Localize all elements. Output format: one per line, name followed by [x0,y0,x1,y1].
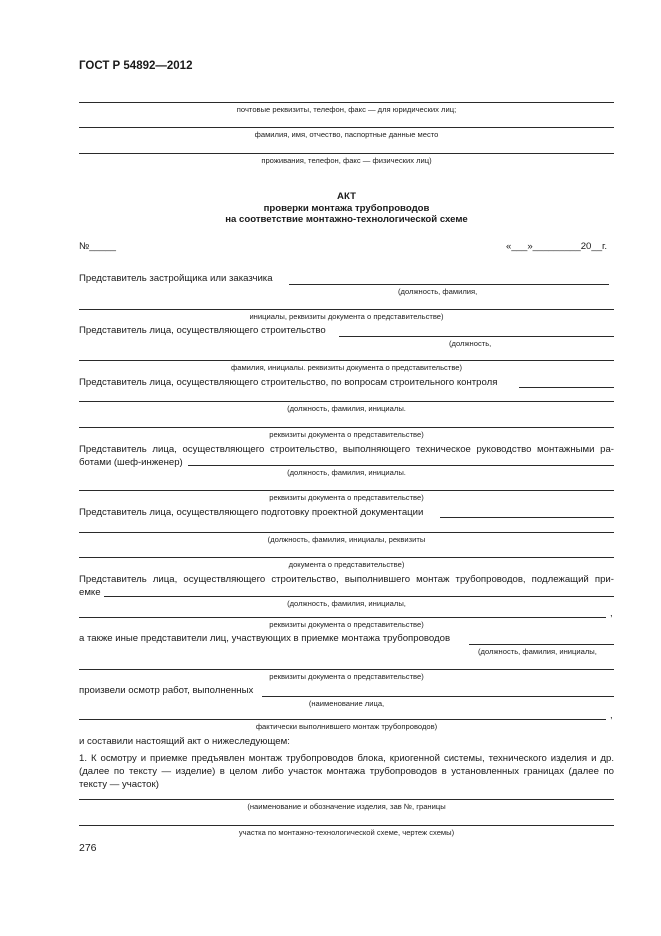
design-rep-line-2[interactable] [79,532,614,533]
applicant-line-3[interactable] [79,153,614,154]
caption-developer-docs: инициалы, реквизиты документа о представительстве) [249,312,444,321]
applicant-line-2[interactable] [79,127,614,128]
caption-installer-position: (должность, фамилия, инициалы, [287,599,406,608]
label-control-rep: Представитель лица, осуществляющего строительство, по вопросам строительного контроля [79,377,498,388]
page-number: 276 [79,842,97,854]
label-installer-rep-line-2: емке [79,587,101,598]
supervisor-rep-line[interactable] [188,465,614,466]
label-inspected-works: произвели осмотр работ, выполненных [79,685,254,696]
caption-performer: фактически выполнившего монтаж трубопроводов) [255,722,438,731]
caption-performer-name: (наименование лица, [308,699,385,708]
developer-rep-line[interactable] [289,284,609,285]
inspected-works-line-2[interactable] [79,719,606,720]
supervisor-rep-line-2[interactable] [79,490,614,491]
design-rep-line[interactable] [440,517,614,518]
constructor-rep-line-2[interactable] [79,360,614,361]
caption-supervisor-position: (должность, фамилия, инициалы. [287,468,406,477]
caption-supervisor-docs: реквизиты документа о представительстве) [269,493,424,502]
control-rep-line-2[interactable] [79,401,614,402]
standard-header: ГОСТ Р 54892—2012 [79,60,193,72]
act-date-field[interactable]: «___»_________20__г. [506,241,608,252]
act-title: АКТ [337,191,356,202]
label-design-rep: Представитель лица, осуществляющего подготовку проектной документации [79,507,424,518]
caption-control-docs: реквизиты документа о представительстве) [269,430,424,439]
comma-installer: , [610,608,613,619]
caption-residence: проживания, телефон, факс — физических лиц) [261,156,432,165]
caption-design-position: (должность, фамилия, инициалы, реквизиты [267,535,426,544]
developer-rep-line-2[interactable] [79,309,614,310]
other-reps-line[interactable] [469,644,614,645]
label-supervisor-rep-line-2: ботами (шеф-инженер) [79,457,183,468]
caption-design-docs: документа о представительстве) [288,560,405,569]
caption-installer-docs: реквизиты документа о представительстве) [269,620,424,629]
caption-developer-position: (должность, фамилия, [398,287,478,296]
act-number-field[interactable]: №_____ [79,241,116,252]
design-rep-line-3[interactable] [79,557,614,558]
item-1-line-1[interactable] [79,799,614,800]
label-installer-rep-line-1: Представитель лица, осуществляющего строительство, выполнившего монтаж трубопроводов, подлежащий при- [79,574,614,585]
label-supervisor-rep-line-1: Представитель лица, осуществляющего строительство, выполняющего техническое руководство монтажными ра- [79,444,614,455]
item-1-line-2[interactable] [79,825,614,826]
act-subtitle-2: на соответствие монтажно-технологической схеме [225,214,468,225]
caption-others-docs: реквизиты документа о представительстве) [269,672,424,681]
caption-others-position: (должность, фамилия, инициалы, [478,647,597,656]
caption-constructor-docs: фамилия, инициалы. реквизиты документа о представительстве) [230,363,463,372]
caption-control-position: (должность, фамилия, инициалы. [287,404,406,413]
other-reps-line-2[interactable] [79,669,614,670]
act-subtitle-1: проверки монтажа трубопроводов [263,203,430,214]
control-rep-line[interactable] [519,387,614,388]
applicant-line-1[interactable] [79,102,614,103]
caption-section-scheme: участка по монтажно-технологической схеме, чертеж схемы) [238,828,455,837]
constructor-rep-line[interactable] [339,336,614,337]
caption-postal-details: почтовые реквизиты, телефон, факс — для юридических лиц; [236,105,457,114]
inspected-works-line[interactable] [262,696,614,697]
label-compiled: и составили настоящий акт о нижеследующем: [79,736,290,747]
installer-rep-line-2[interactable] [79,617,606,618]
label-other-reps: а также иные представители лиц, участвующих в приемке монтажа трубопроводов [79,633,451,644]
comma-inspected: , [610,710,613,721]
item-1-paragraph: 1. К осмотру и приемке предъявлен монтаж трубопроводов блока, криогенной системы, технического изделия и др. (далее по тексту — изделие) в целом либо участок монтажа трубопроводов в установленных границах (далее по тексту — участок) [79,753,614,790]
caption-item-designation: (наименование и обозначение изделия, зав №, границы [247,802,446,811]
caption-full-name: фамилия, имя, отчество, паспортные данные место [254,130,439,139]
caption-constructor-position: (должность, [449,339,492,348]
label-developer-rep: Представитель застройщика или заказчика [79,273,273,284]
control-rep-line-3[interactable] [79,427,614,428]
label-constructor-rep: Представитель лица, осуществляющего строительство [79,325,326,336]
installer-rep-line[interactable] [104,596,614,597]
